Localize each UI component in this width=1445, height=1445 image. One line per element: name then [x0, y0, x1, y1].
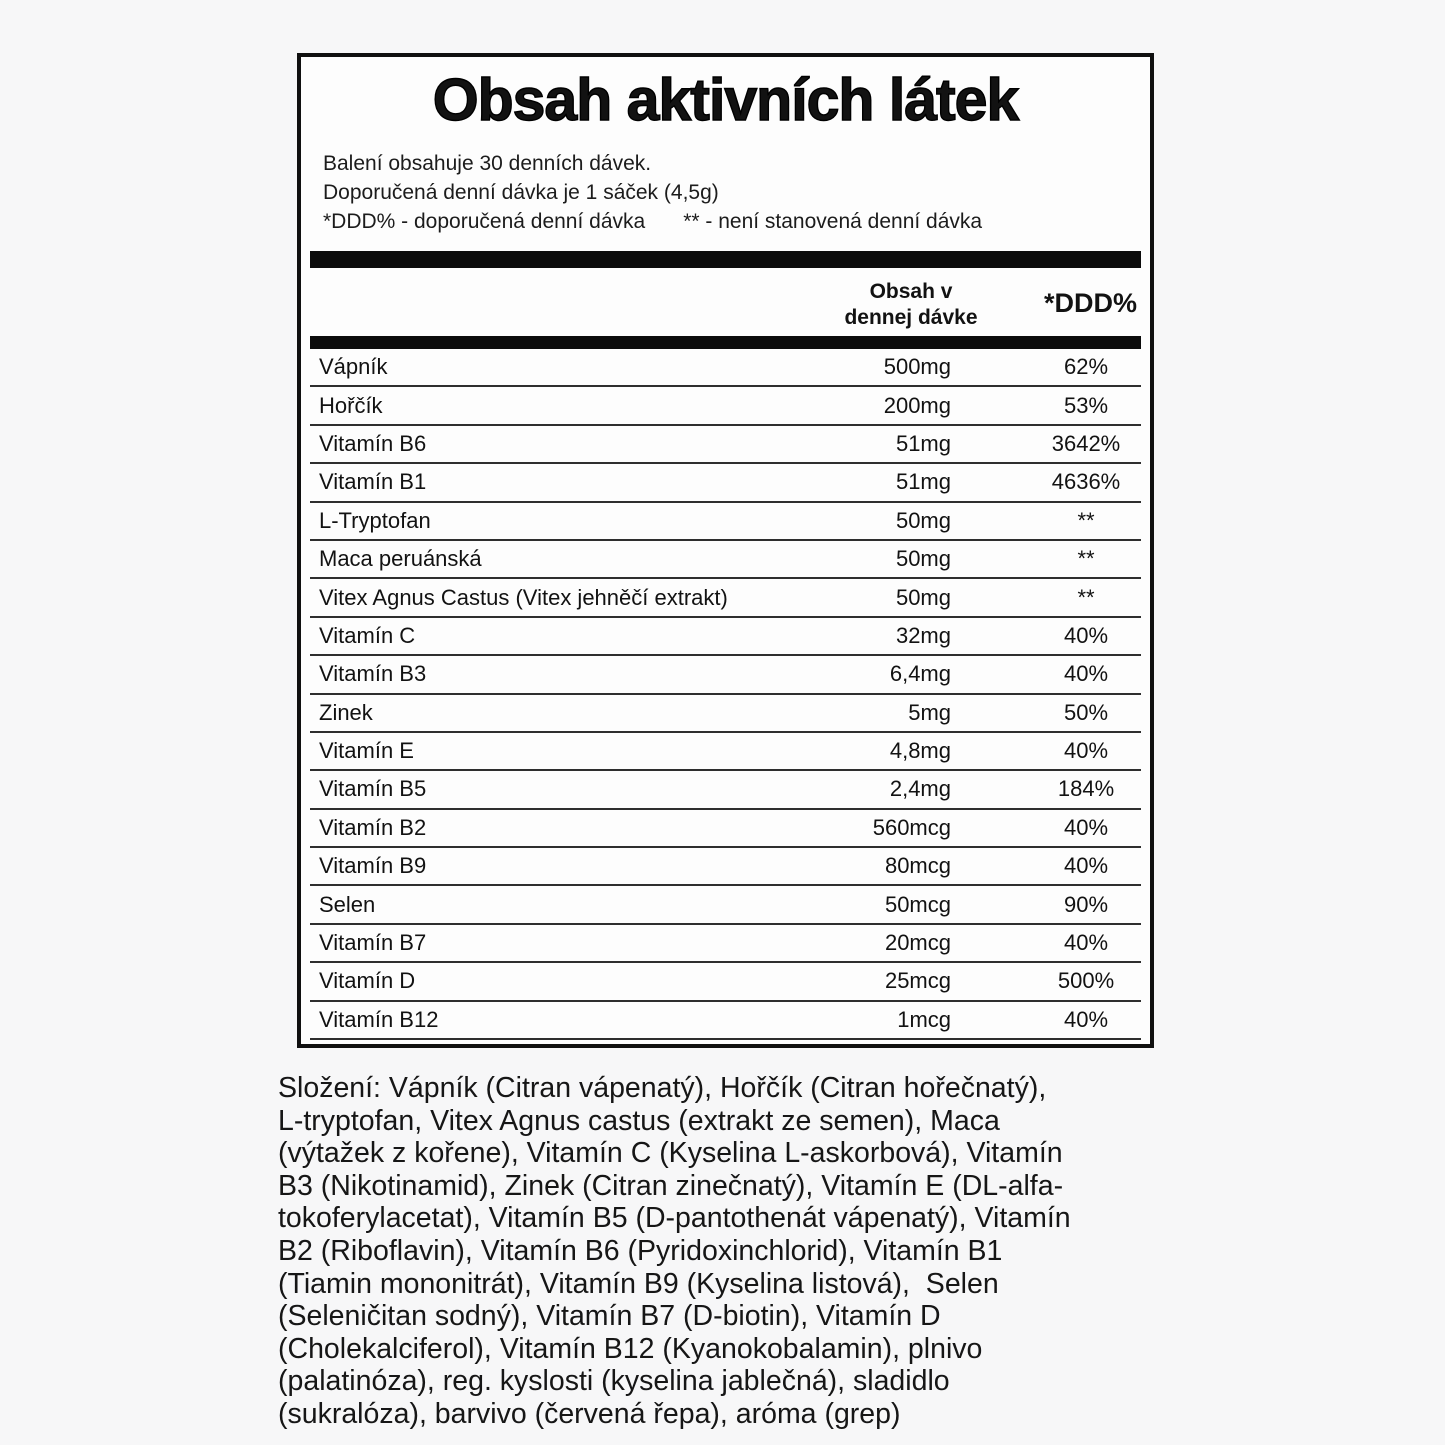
- nutrient-row: [310, 925, 1141, 963]
- ingredients-line: L-tryptofan, Vitex Agnus castus (extrakt ze semen), Maca: [278, 1104, 1000, 1137]
- nutrient-row: [310, 579, 1141, 617]
- nutrient-ddd: 500%: [1057, 968, 1115, 994]
- ingredients-line: (Cholekalciferol), Vitamín B12 (Kyanokobalamin), plnivo: [278, 1332, 983, 1365]
- ingredients-line: Složení: Vápník (Citran vápenatý), Hořčík (Citran hořečnatý),: [278, 1072, 1047, 1104]
- nutrient-amount: 2,4mg: [889, 776, 951, 802]
- nutrient-ddd: 40%: [1063, 1006, 1109, 1032]
- nutrient-name: Vitamín B9: [319, 853, 427, 879]
- nutrient-row: [310, 349, 1141, 387]
- nutrient-row: [310, 733, 1141, 771]
- nutrient-row: [310, 656, 1141, 694]
- nutrient-ddd: 90%: [1063, 891, 1109, 917]
- nutrient-row: [310, 618, 1141, 656]
- nutrient-name: Vitamín D: [319, 968, 416, 994]
- nutrient-row: [310, 541, 1141, 579]
- nutrient-name: Vitamín B3: [319, 661, 427, 687]
- nutrient-row: [310, 810, 1141, 848]
- nutrient-name: Vitamín B5: [319, 776, 427, 802]
- nutrient-amount: 50mg: [895, 507, 951, 533]
- ingredients-line: (výtažek z kořene), Vitamín C (Kyselina L-askorbová), Vitamín: [278, 1137, 1063, 1170]
- nutrient-table: [310, 349, 1141, 1040]
- intro-line-servings: Balení obsahuje 30 denních dávek.: [323, 152, 652, 175]
- nutrient-amount: 20mcg: [884, 930, 951, 956]
- nutrient-ddd: 53%: [1063, 392, 1109, 418]
- nutrient-ddd: 40%: [1063, 622, 1109, 648]
- nutrient-amount: 4,8mg: [889, 738, 951, 764]
- legend-ddd: *DDD% - doporučená denní dávka: [323, 210, 646, 233]
- nutrient-amount: 500mg: [883, 354, 951, 380]
- nutrient-ddd: 184%: [1057, 776, 1115, 802]
- nutrient-name: Vitex Agnus Castus (Vitex jehněčí extrakt): [319, 584, 728, 610]
- ingredients-line: (palatinóza), reg. kyslosti (kyselina jablečná), sladidlo: [278, 1365, 950, 1398]
- column-header-ddd: *DDD%: [1043, 288, 1137, 318]
- ingredients-line: (Tiamin mononitrát), Vitamín B9 (Kyselina listová), Selen: [278, 1267, 999, 1300]
- nutrient-ddd: 40%: [1063, 853, 1109, 879]
- nutrient-ddd: 50%: [1063, 699, 1109, 725]
- nutrient-amount: 51mg: [895, 430, 951, 456]
- nutrient-row: [310, 1002, 1141, 1040]
- column-header-amount-line1: Obsah v: [869, 280, 953, 303]
- nutrient-name: Vitamín B7: [319, 930, 427, 956]
- nutrient-name: L-Tryptofan: [319, 507, 431, 533]
- nutrient-row: [310, 848, 1141, 886]
- nutrient-name: Vitamín C: [319, 622, 416, 648]
- nutrient-name: Hořčík: [319, 392, 383, 418]
- nutrient-name: Maca peruánská: [319, 546, 482, 572]
- nutrient-amount: 50mcg: [884, 891, 951, 917]
- nutrient-amount: 6,4mg: [889, 661, 951, 687]
- nutrient-ddd: 40%: [1063, 814, 1109, 840]
- legend-not-set: ** - není stanovená denní dávka: [683, 210, 983, 233]
- nutrient-amount: 25mcg: [884, 968, 951, 994]
- nutrient-ddd: 40%: [1063, 661, 1109, 687]
- nutrient-ddd: 40%: [1063, 738, 1109, 764]
- nutrient-amount: 560mcg: [872, 814, 951, 840]
- nutrient-row: [310, 503, 1141, 541]
- ingredients-line: (sukralóza), barvivo (červená řepa), aróma (grep): [278, 1397, 901, 1430]
- nutrient-ddd: **: [1077, 546, 1095, 572]
- nutrient-amount: 50mg: [895, 546, 951, 572]
- nutrient-row: [310, 426, 1141, 464]
- nutrient-amount: 200mg: [883, 392, 951, 418]
- column-header-amount-line2: dennej dávke: [844, 306, 978, 329]
- nutrient-row: [310, 963, 1141, 1001]
- nutrient-amount: 51mg: [895, 469, 951, 495]
- nutrient-row: [310, 464, 1141, 502]
- nutrient-name: Vitamín B12: [319, 1006, 439, 1032]
- nutrient-row: [310, 387, 1141, 425]
- supplement-facts-panel: [297, 53, 1154, 1048]
- divider-bar-header: [310, 336, 1141, 349]
- nutrient-name: Vitamín E: [319, 738, 414, 764]
- nutrient-name: Selen: [319, 891, 376, 917]
- ingredients-line: B2 (Riboflavin), Vitamín B6 (Pyridoxinchlorid), Vitamín B1: [278, 1234, 1003, 1267]
- ingredients-line: tokoferylacetat), Vitamín B5 (D-pantothenát vápenatý), Vitamín: [278, 1202, 1071, 1235]
- legend-line: [323, 207, 1150, 236]
- nutrient-amount: 1mcg: [897, 1006, 951, 1032]
- nutrient-ddd: **: [1077, 507, 1095, 533]
- column-header-amount: [801, 279, 1021, 331]
- nutrient-row: [310, 771, 1141, 809]
- nutrient-amount: 5mg: [908, 699, 951, 725]
- intro-line-dose: Doporučená denní dávka je 1 sáček (4,5g): [323, 181, 719, 204]
- ingredients-line: B3 (Nikotinamid), Zinek (Citran zinečnatý), Vitamín E (DL-alfa-: [278, 1169, 1064, 1202]
- divider-bar-top: [310, 251, 1141, 268]
- nutrient-amount: 80mcg: [884, 853, 951, 879]
- intro-block: [323, 149, 1150, 236]
- nutrient-row: [310, 695, 1141, 733]
- ingredients-paragraph: [278, 1072, 1183, 1431]
- nutrient-name: Vitamín B6: [319, 430, 427, 456]
- nutrient-name: Vitamín B1: [319, 469, 427, 495]
- nutrient-name: Vápník: [319, 354, 388, 380]
- ingredients-line: (Seleničitan sodný), Vitamín B7 (D-biotin), Vitamín D: [278, 1300, 941, 1333]
- nutrient-ddd: 4636%: [1051, 469, 1121, 495]
- nutrient-ddd: 3642%: [1051, 430, 1121, 456]
- nutrient-row: [310, 886, 1141, 924]
- nutrient-ddd: 62%: [1063, 354, 1109, 380]
- nutrient-amount: 50mg: [895, 584, 951, 610]
- nutrient-ddd: **: [1077, 584, 1095, 610]
- nutrient-ddd: 40%: [1063, 930, 1109, 956]
- nutrient-name: Vitamín B2: [319, 814, 427, 840]
- nutrient-name: Zinek: [319, 699, 373, 725]
- table-header-row: [301, 268, 1150, 336]
- panel-title: Obsah aktivních látek: [432, 67, 1019, 133]
- nutrient-amount: 32mg: [895, 622, 951, 648]
